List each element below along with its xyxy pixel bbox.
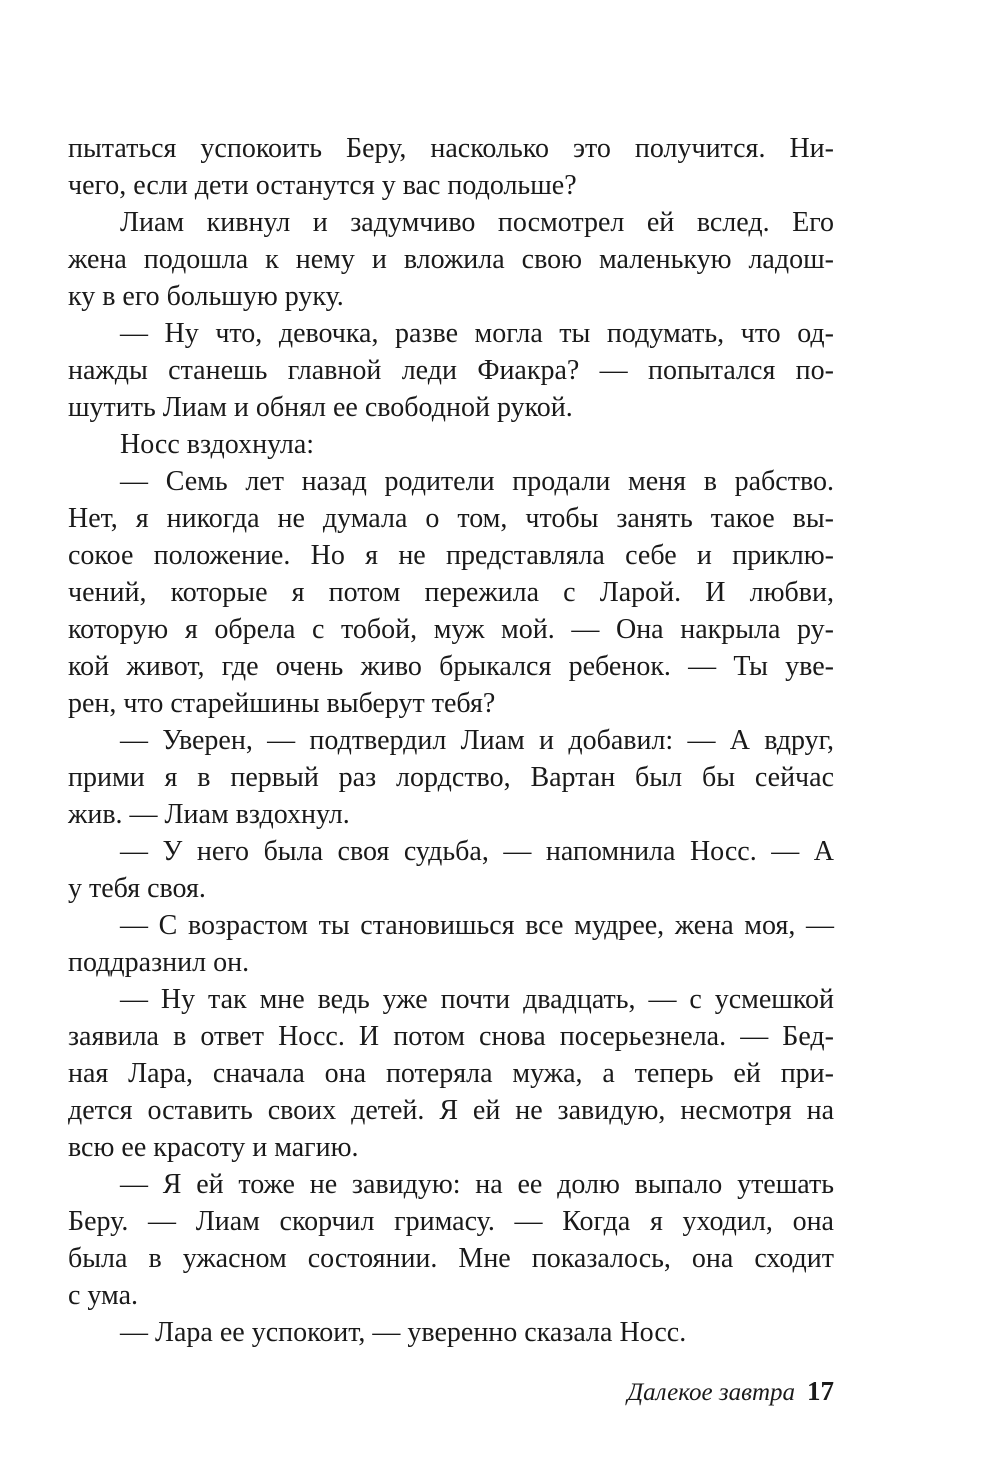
text-line: Лиам кивнул и задумчиво посмотрел ей вслед. Его [120,207,834,238]
running-title: Далекое завтра [627,1379,795,1406]
text-line: пытаться успокоить Беру, насколько это получится. Ни- [68,133,834,164]
page-footer [627,1376,834,1407]
text-line: поддразнил он. [68,947,250,978]
text-line: кой живот, где очень живо брыкался ребенок. — Ты уве- [68,651,834,682]
text-line: — У него была своя судьба, — напомнила Носс. — А [120,836,834,867]
text-line: Нет, я никогда не думала о том, чтобы занять такое вы- [68,503,834,534]
text-line: — Семь лет назад родители продали меня в рабство. [120,466,834,497]
text-line: которую я обрела с тобой, муж мой. — Она накрыла ру- [68,614,834,645]
text-line: ку в его большую руку. [68,281,344,312]
text-line: дется оставить своих детей. Я ей не завидую, несмотря на [68,1095,834,1126]
text-line: ная Лара, сначала она потеряла мужа, а теперь ей при- [68,1058,834,1089]
text-line: — Уверен, — подтвердил Лиам и добавил: — А вдруг, [120,725,834,756]
text-line: была в ужасном состоянии. Мне показалось, она сходит [68,1243,834,1274]
text-line: — Ну так мне ведь уже почти двадцать, — с усмешкой [120,984,834,1015]
text-line: жена подошла к нему и вложила свою маленькую ладош- [68,244,834,275]
text-line: чений, которые я потом пережила с Ларой. И любви, [68,577,834,608]
text-line: заявила в ответ Носс. И потом снова посерьезнела. — Бед- [68,1021,834,1052]
text-line: — Я ей тоже не завидую: на ее долю выпало утешать [120,1169,834,1200]
text-line: с ума. [68,1280,139,1311]
text-line: всю ее красоту и магию. [68,1132,359,1163]
text-line: — С возрастом ты становишься все мудрее, жена моя, — [120,910,834,941]
text-line: шутить Лиам и обнял ее свободной рукой. [68,392,573,423]
text-line: — Ну что, девочка, разве могла ты подумать, что од- [120,318,834,349]
page-number: 17 [807,1376,834,1406]
text-line: — Лара ее успокоит, — уверенно сказала Носс. [120,1317,687,1348]
text-line: прими я в первый раз лордство, Вартан был бы сейчас [68,762,834,793]
text-line: Беру. — Лиам скорчил гримасу. — Когда я уходил, она [68,1206,834,1237]
text-line: чего, если дети останутся у вас подольше? [68,170,577,201]
text-line: сокое положение. Но я не представляла себе и приклю- [68,540,834,571]
text-line: у тебя своя. [68,873,206,904]
text-line: нажды станешь главной леди Фиакра? — попытался по- [68,355,834,386]
text-line: жив. — Лиам вздохнул. [68,799,350,830]
text-line: рен, что старейшины выберут тебя? [68,688,496,719]
text-line: Носс вздохнула: [120,429,315,460]
